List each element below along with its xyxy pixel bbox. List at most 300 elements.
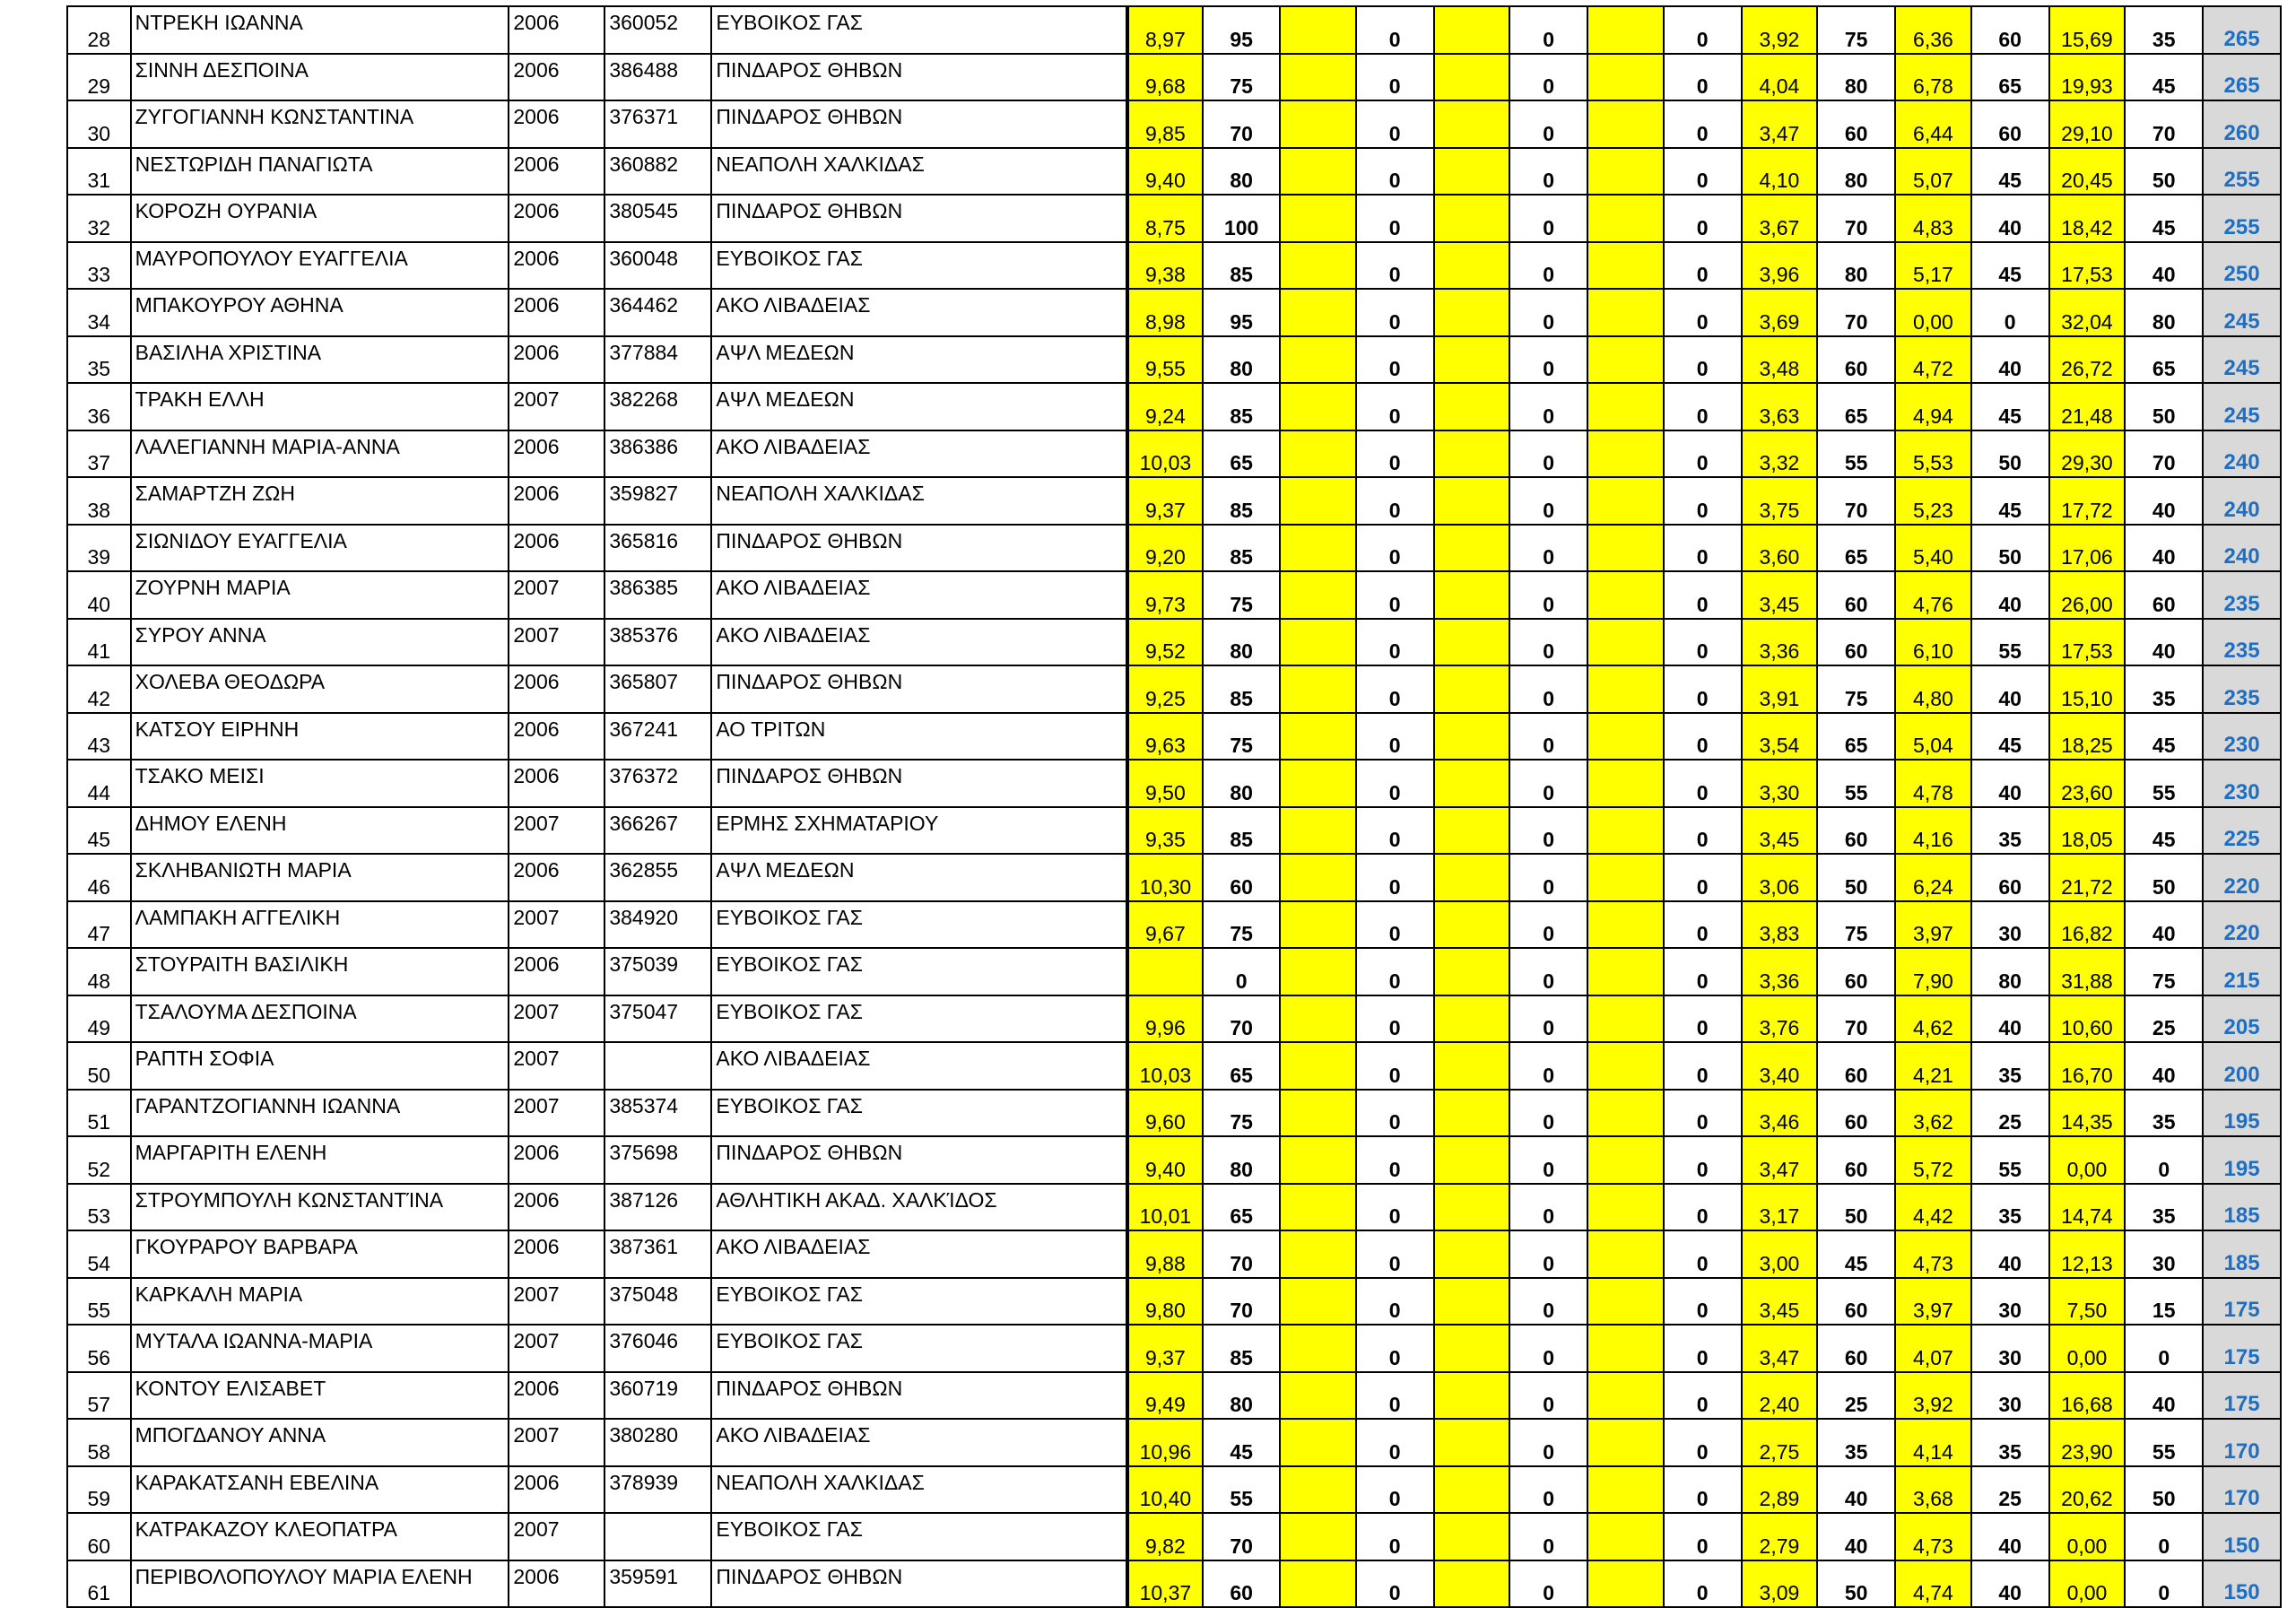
event1-result-cell: 9,20 [1127, 525, 1204, 572]
event7-points-cell: 0 [2125, 1513, 2203, 1560]
rank-cell: 44 [67, 760, 131, 807]
club-cell: ΕΥΒΟΙΚΟΣ ΓΑΣ [711, 1278, 1126, 1326]
event7-result-cell: 31,88 [2049, 948, 2126, 995]
event4-points-cell: 0 [1664, 665, 1742, 713]
event1-result-cell: 10,37 [1127, 1560, 1204, 1608]
event3-points-cell: 0 [1509, 713, 1587, 761]
event1-result-cell: 9,50 [1127, 760, 1204, 807]
birth-year-cell: 2006 [509, 477, 604, 525]
table-row [67, 995, 2281, 1043]
event6-result-cell: 4,76 [1895, 571, 1971, 619]
athlete-name-cell: ΛΑΛΕΓΙΑΝΝΗ ΜΑΡΙΑ-ΑΝΝΑ [131, 430, 509, 478]
event5-result-cell: 3,48 [1742, 336, 1818, 384]
table-row [67, 807, 2281, 855]
event3-result-cell [1434, 336, 1510, 384]
athlete-name-cell: ΜΠΑΚΟΥΡΟΥ ΑΘΗΝΑ [131, 289, 509, 336]
event2-points-cell: 0 [1356, 148, 1434, 196]
birth-year-cell: 2007 [509, 995, 604, 1043]
athlete-name-cell: ΤΣΑΚΟ ΜΕΙΣΙ [131, 760, 509, 807]
event6-points-cell: 40 [1971, 336, 2049, 384]
event3-result-cell [1434, 1230, 1510, 1278]
event5-points-cell: 70 [1817, 995, 1895, 1043]
birth-year-cell: 2006 [509, 1136, 604, 1184]
event4-result-cell [1587, 100, 1664, 148]
total-points-cell: 235 [2203, 665, 2281, 713]
event7-points-cell: 55 [2125, 1419, 2203, 1466]
event6-points-cell: 60 [1971, 6, 2049, 54]
table-body [67, 6, 2281, 1607]
event3-result-cell [1434, 1560, 1510, 1608]
table-row [67, 430, 2281, 478]
event5-result-cell: 3,47 [1742, 1325, 1818, 1372]
event5-points-cell: 65 [1817, 525, 1895, 572]
total-points-cell: 205 [2203, 995, 2281, 1043]
registration-id-cell: 364462 [604, 289, 711, 336]
event3-points-cell: 0 [1509, 1184, 1587, 1231]
event6-points-cell: 30 [1971, 1325, 2049, 1372]
event5-result-cell: 3,69 [1742, 289, 1818, 336]
event5-points-cell: 60 [1817, 1278, 1895, 1326]
event6-result-cell: 3,97 [1895, 901, 1971, 949]
event7-points-cell: 40 [2125, 525, 2203, 572]
event6-result-cell: 6,24 [1895, 854, 1971, 901]
event3-points-cell: 0 [1509, 289, 1587, 336]
event7-result-cell: 18,42 [2049, 195, 2126, 242]
birth-year-cell: 2006 [509, 336, 604, 384]
rank-cell: 47 [67, 901, 131, 949]
event6-points-cell: 40 [1971, 1560, 2049, 1608]
event3-points-cell: 0 [1509, 525, 1587, 572]
total-points-cell: 250 [2203, 242, 2281, 290]
event1-result-cell: 8,98 [1127, 289, 1204, 336]
event6-points-cell: 45 [1971, 242, 2049, 290]
event3-result-cell [1434, 665, 1510, 713]
event5-points-cell: 60 [1817, 100, 1895, 148]
birth-year-cell: 2006 [509, 289, 604, 336]
event6-result-cell: 5,23 [1895, 477, 1971, 525]
event5-points-cell: 35 [1817, 1419, 1895, 1466]
athlete-name-cell: ΝΕΣΤΩΡΙΔΗ ΠΑΝΑΓΙΩΤΑ [131, 148, 509, 196]
event6-points-cell: 60 [1971, 854, 2049, 901]
event5-points-cell: 80 [1817, 242, 1895, 290]
event2-points-cell: 0 [1356, 854, 1434, 901]
event7-points-cell: 40 [2125, 242, 2203, 290]
event4-result-cell [1587, 242, 1664, 290]
event3-points-cell: 0 [1509, 100, 1587, 148]
event7-result-cell: 21,72 [2049, 854, 2126, 901]
event5-points-cell: 40 [1817, 1513, 1895, 1560]
event7-result-cell: 16,70 [2049, 1042, 2126, 1090]
event4-points-cell: 0 [1664, 148, 1742, 196]
club-cell: ΑΚΟ ΛΙΒΑΔΕΙΑΣ [711, 289, 1126, 336]
table-row [67, 571, 2281, 619]
event4-points-cell: 0 [1664, 1042, 1742, 1090]
event5-points-cell: 80 [1817, 148, 1895, 196]
birth-year-cell: 2007 [509, 807, 604, 855]
event3-result-cell [1434, 477, 1510, 525]
athlete-name-cell: ΛΑΜΠΑΚΗ ΑΓΓΕΛΙΚΗ [131, 901, 509, 949]
event5-result-cell: 3,45 [1742, 571, 1818, 619]
event6-result-cell: 5,53 [1895, 430, 1971, 478]
event2-result-cell [1280, 195, 1356, 242]
rank-cell: 50 [67, 1042, 131, 1090]
event1-points-cell: 45 [1203, 1419, 1280, 1466]
event4-result-cell [1587, 54, 1664, 101]
registration-id-cell: 375048 [604, 1278, 711, 1326]
rank-cell: 40 [67, 571, 131, 619]
event4-points-cell: 0 [1664, 1372, 1742, 1420]
registration-id-cell: 360048 [604, 242, 711, 290]
registration-id-cell: 365807 [604, 665, 711, 713]
total-points-cell: 185 [2203, 1184, 2281, 1231]
event2-result-cell [1280, 1513, 1356, 1560]
event2-result-cell [1280, 760, 1356, 807]
event1-result-cell: 10,40 [1127, 1466, 1204, 1514]
event5-result-cell: 3,76 [1742, 995, 1818, 1043]
event4-points-cell: 0 [1664, 1230, 1742, 1278]
event4-points-cell: 0 [1664, 383, 1742, 430]
registration-id-cell: 380545 [604, 195, 711, 242]
event3-result-cell [1434, 713, 1510, 761]
event6-result-cell: 3,97 [1895, 1278, 1971, 1326]
event1-points-cell: 75 [1203, 54, 1280, 101]
event4-result-cell [1587, 1419, 1664, 1466]
athlete-name-cell: ΖΟΥΡΝΗ ΜΑΡΙΑ [131, 571, 509, 619]
event7-result-cell: 23,90 [2049, 1419, 2126, 1466]
event2-result-cell [1280, 1560, 1356, 1608]
table-row [67, 289, 2281, 336]
event6-result-cell: 7,90 [1895, 948, 1971, 995]
total-points-cell: 150 [2203, 1560, 2281, 1608]
event5-result-cell: 4,04 [1742, 54, 1818, 101]
event7-result-cell: 0,00 [2049, 1560, 2126, 1608]
club-cell: ΑΚΟ ΛΙΒΑΔΕΙΑΣ [711, 619, 1126, 666]
event5-result-cell: 3,92 [1742, 6, 1818, 54]
registration-id-cell: 375698 [604, 1136, 711, 1184]
event3-result-cell [1434, 1090, 1510, 1137]
event3-result-cell [1434, 525, 1510, 572]
event1-points-cell: 85 [1203, 525, 1280, 572]
event5-result-cell: 3,36 [1742, 619, 1818, 666]
event5-points-cell: 55 [1817, 430, 1895, 478]
table-row [67, 948, 2281, 995]
event1-points-cell: 75 [1203, 901, 1280, 949]
event5-points-cell: 60 [1817, 619, 1895, 666]
total-points-cell: 260 [2203, 100, 2281, 148]
birth-year-cell: 2007 [509, 1278, 604, 1326]
table-row [67, 1372, 2281, 1420]
table-row [67, 1136, 2281, 1184]
event4-result-cell [1587, 901, 1664, 949]
event4-points-cell: 0 [1664, 713, 1742, 761]
rank-cell: 32 [67, 195, 131, 242]
registration-id-cell: 377884 [604, 336, 711, 384]
event7-result-cell: 14,35 [2049, 1090, 2126, 1137]
rank-cell: 29 [67, 54, 131, 101]
event1-result-cell: 9,73 [1127, 571, 1204, 619]
event6-points-cell: 30 [1971, 1372, 2049, 1420]
event7-points-cell: 45 [2125, 54, 2203, 101]
event4-result-cell [1587, 1466, 1664, 1514]
registration-id-cell: 378939 [604, 1466, 711, 1514]
event3-points-cell: 0 [1509, 665, 1587, 713]
rank-cell: 55 [67, 1278, 131, 1326]
event2-points-cell: 0 [1356, 477, 1434, 525]
event7-result-cell: 16,68 [2049, 1372, 2126, 1420]
registration-id-cell: 382268 [604, 383, 711, 430]
event2-result-cell [1280, 1278, 1356, 1326]
rank-cell: 49 [67, 995, 131, 1043]
table-row [67, 619, 2281, 666]
event5-points-cell: 60 [1817, 1090, 1895, 1137]
birth-year-cell: 2006 [509, 760, 604, 807]
event7-result-cell: 15,69 [2049, 6, 2126, 54]
rank-cell: 38 [67, 477, 131, 525]
event2-points-cell: 0 [1356, 100, 1434, 148]
event1-points-cell: 80 [1203, 1136, 1280, 1184]
table-row [67, 1184, 2281, 1231]
event2-result-cell [1280, 289, 1356, 336]
event3-points-cell: 0 [1509, 995, 1587, 1043]
event3-points-cell: 0 [1509, 948, 1587, 995]
event6-points-cell: 25 [1971, 1090, 2049, 1137]
total-points-cell: 150 [2203, 1513, 2281, 1560]
event1-result-cell: 9,49 [1127, 1372, 1204, 1420]
total-points-cell: 220 [2203, 854, 2281, 901]
athlete-name-cell: ΣΥΡΟΥ ΑΝΝΑ [131, 619, 509, 666]
event6-result-cell: 4,73 [1895, 1513, 1971, 1560]
event7-points-cell: 45 [2125, 713, 2203, 761]
event1-result-cell: 9,37 [1127, 1325, 1204, 1372]
event5-result-cell: 3,45 [1742, 807, 1818, 855]
event1-points-cell: 85 [1203, 242, 1280, 290]
total-points-cell: 170 [2203, 1466, 2281, 1514]
event2-points-cell: 0 [1356, 713, 1434, 761]
event2-points-cell: 0 [1356, 430, 1434, 478]
event2-result-cell [1280, 1136, 1356, 1184]
event2-points-cell: 0 [1356, 525, 1434, 572]
event5-result-cell: 3,91 [1742, 665, 1818, 713]
event1-result-cell: 10,01 [1127, 1184, 1204, 1231]
club-cell: ΕΥΒΟΙΚΟΣ ΓΑΣ [711, 1090, 1126, 1137]
event7-points-cell: 50 [2125, 383, 2203, 430]
event3-points-cell: 0 [1509, 760, 1587, 807]
event4-result-cell [1587, 1136, 1664, 1184]
table-row [67, 1278, 2281, 1326]
event7-result-cell: 26,72 [2049, 336, 2126, 384]
event2-points-cell: 0 [1356, 948, 1434, 995]
event5-result-cell: 4,10 [1742, 148, 1818, 196]
total-points-cell: 175 [2203, 1372, 2281, 1420]
event4-result-cell [1587, 525, 1664, 572]
event2-result-cell [1280, 242, 1356, 290]
total-points-cell: 235 [2203, 571, 2281, 619]
event1-result-cell: 9,88 [1127, 1230, 1204, 1278]
event7-points-cell: 30 [2125, 1230, 2203, 1278]
table-row [67, 6, 2281, 54]
rank-cell: 41 [67, 619, 131, 666]
event2-points-cell: 0 [1356, 1136, 1434, 1184]
total-points-cell: 225 [2203, 807, 2281, 855]
event2-result-cell [1280, 807, 1356, 855]
club-cell: ΑΚΟ ΛΙΒΑΔΕΙΑΣ [711, 571, 1126, 619]
event1-result-cell: 9,24 [1127, 383, 1204, 430]
event5-points-cell: 70 [1817, 195, 1895, 242]
event2-result-cell [1280, 525, 1356, 572]
event3-points-cell: 0 [1509, 54, 1587, 101]
registration-id-cell: 360882 [604, 148, 711, 196]
event2-points-cell: 0 [1356, 1513, 1434, 1560]
rank-cell: 37 [67, 430, 131, 478]
club-cell: ΕΥΒΟΙΚΟΣ ΓΑΣ [711, 995, 1126, 1043]
athlete-name-cell: ΡΑΠΤΗ ΣΟΦΙΑ [131, 1042, 509, 1090]
event2-result-cell [1280, 665, 1356, 713]
event2-result-cell [1280, 619, 1356, 666]
event3-points-cell: 0 [1509, 1230, 1587, 1278]
event4-points-cell: 0 [1664, 854, 1742, 901]
event7-points-cell: 40 [2125, 619, 2203, 666]
event6-result-cell: 4,80 [1895, 665, 1971, 713]
athlete-name-cell: ΚΑΡΚΑΛΗ ΜΑΡΙΑ [131, 1278, 509, 1326]
event2-points-cell: 0 [1356, 1042, 1434, 1090]
event6-points-cell: 40 [1971, 995, 2049, 1043]
event1-points-cell: 80 [1203, 148, 1280, 196]
event5-points-cell: 60 [1817, 336, 1895, 384]
event6-result-cell: 6,78 [1895, 54, 1971, 101]
event7-points-cell: 35 [2125, 1090, 2203, 1137]
event3-result-cell [1434, 242, 1510, 290]
event6-points-cell: 35 [1971, 1042, 2049, 1090]
event7-points-cell: 40 [2125, 901, 2203, 949]
athlete-name-cell: ΖΥΓΟΓΙΑΝΝΗ ΚΩΝΣΤΑΝΤΙΝΑ [131, 100, 509, 148]
event7-points-cell: 60 [2125, 571, 2203, 619]
event7-points-cell: 40 [2125, 1372, 2203, 1420]
event5-result-cell: 3,67 [1742, 195, 1818, 242]
event2-result-cell [1280, 1466, 1356, 1514]
event1-points-cell: 55 [1203, 1466, 1280, 1514]
event1-result-cell: 9,67 [1127, 901, 1204, 949]
registration-id-cell: 385374 [604, 1090, 711, 1137]
event4-result-cell [1587, 430, 1664, 478]
event3-result-cell [1434, 1278, 1510, 1326]
event1-points-cell: 0 [1203, 948, 1280, 995]
birth-year-cell: 2007 [509, 1325, 604, 1372]
event1-result-cell: 8,75 [1127, 195, 1204, 242]
event6-result-cell: 4,83 [1895, 195, 1971, 242]
club-cell: ΑΨΛ ΜΕΔΕΩΝ [711, 383, 1126, 430]
event7-result-cell: 21,48 [2049, 383, 2126, 430]
club-cell: ΝΕΑΠΟΛΗ ΧΑΛΚΙΔΑΣ [711, 477, 1126, 525]
event6-points-cell: 45 [1971, 713, 2049, 761]
event4-result-cell [1587, 289, 1664, 336]
results-sheet [66, 5, 2282, 1608]
event3-result-cell [1434, 1513, 1510, 1560]
event2-points-cell: 0 [1356, 807, 1434, 855]
table-row [67, 1325, 2281, 1372]
club-cell: ΝΕΑΠΟΛΗ ΧΑΛΚΙΔΑΣ [711, 148, 1126, 196]
event6-result-cell: 5,17 [1895, 242, 1971, 290]
event6-points-cell: 40 [1971, 1230, 2049, 1278]
event2-result-cell [1280, 1419, 1356, 1466]
club-cell: ΠΙΝΔΑΡΟΣ ΘΗΒΩΝ [711, 665, 1126, 713]
event7-points-cell: 45 [2125, 195, 2203, 242]
event3-result-cell [1434, 195, 1510, 242]
table-row [67, 148, 2281, 196]
event4-result-cell [1587, 760, 1664, 807]
event2-result-cell [1280, 948, 1356, 995]
event1-points-cell: 70 [1203, 1513, 1280, 1560]
event1-result-cell: 9,96 [1127, 995, 1204, 1043]
event4-result-cell [1587, 1090, 1664, 1137]
event1-points-cell: 85 [1203, 1325, 1280, 1372]
event3-result-cell [1434, 571, 1510, 619]
total-points-cell: 215 [2203, 948, 2281, 995]
rank-cell: 36 [67, 383, 131, 430]
club-cell: ΑΟ ΤΡΙΤΩΝ [711, 713, 1126, 761]
event4-result-cell [1587, 807, 1664, 855]
event5-result-cell: 2,75 [1742, 1419, 1818, 1466]
rank-cell: 45 [67, 807, 131, 855]
event7-points-cell: 80 [2125, 289, 2203, 336]
event7-result-cell: 29,30 [2049, 430, 2126, 478]
event5-points-cell: 60 [1817, 571, 1895, 619]
event7-result-cell: 0,00 [2049, 1136, 2126, 1184]
event5-result-cell: 3,09 [1742, 1560, 1818, 1608]
event3-result-cell [1434, 760, 1510, 807]
birth-year-cell: 2006 [509, 195, 604, 242]
athlete-name-cell: ΒΑΣΙΛΗΑ ΧΡΙΣΤΙΝΑ [131, 336, 509, 384]
table-row [67, 760, 2281, 807]
event3-result-cell [1434, 1042, 1510, 1090]
event3-result-cell [1434, 430, 1510, 478]
event7-result-cell: 16,82 [2049, 901, 2126, 949]
event4-points-cell: 0 [1664, 1419, 1742, 1466]
athlete-name-cell: ΚΑΤΣΟΥ ΕΙΡΗΝΗ [131, 713, 509, 761]
event2-points-cell: 0 [1356, 1372, 1434, 1420]
event6-points-cell: 30 [1971, 901, 2049, 949]
event7-result-cell: 18,25 [2049, 713, 2126, 761]
rank-cell: 39 [67, 525, 131, 572]
event5-result-cell: 3,83 [1742, 901, 1818, 949]
athlete-name-cell: ΚΟΝΤΟΥ ΕΛΙΣΑΒΕΤ [131, 1372, 509, 1420]
total-points-cell: 255 [2203, 195, 2281, 242]
event1-points-cell: 70 [1203, 1278, 1280, 1326]
event2-result-cell [1280, 1372, 1356, 1420]
total-points-cell: 175 [2203, 1278, 2281, 1326]
event1-points-cell: 80 [1203, 1372, 1280, 1420]
event3-points-cell: 0 [1509, 242, 1587, 290]
event7-result-cell: 29,10 [2049, 100, 2126, 148]
event7-points-cell: 70 [2125, 430, 2203, 478]
table-row [67, 525, 2281, 572]
club-cell: ΑΨΛ ΜΕΔΕΩΝ [711, 854, 1126, 901]
event7-points-cell: 40 [2125, 477, 2203, 525]
birth-year-cell: 2007 [509, 619, 604, 666]
event1-result-cell: 10,03 [1127, 1042, 1204, 1090]
event6-points-cell: 30 [1971, 1278, 2049, 1326]
event5-result-cell: 3,30 [1742, 760, 1818, 807]
event4-result-cell [1587, 713, 1664, 761]
event7-result-cell: 0,00 [2049, 1325, 2126, 1372]
club-cell: ΠΙΝΔΑΡΟΣ ΘΗΒΩΝ [711, 1560, 1126, 1608]
event1-result-cell: 9,38 [1127, 242, 1204, 290]
event6-result-cell: 6,10 [1895, 619, 1971, 666]
registration-id-cell: 386386 [604, 430, 711, 478]
event2-result-cell [1280, 571, 1356, 619]
event5-points-cell: 60 [1817, 1042, 1895, 1090]
event2-result-cell [1280, 1090, 1356, 1137]
rank-cell: 56 [67, 1325, 131, 1372]
